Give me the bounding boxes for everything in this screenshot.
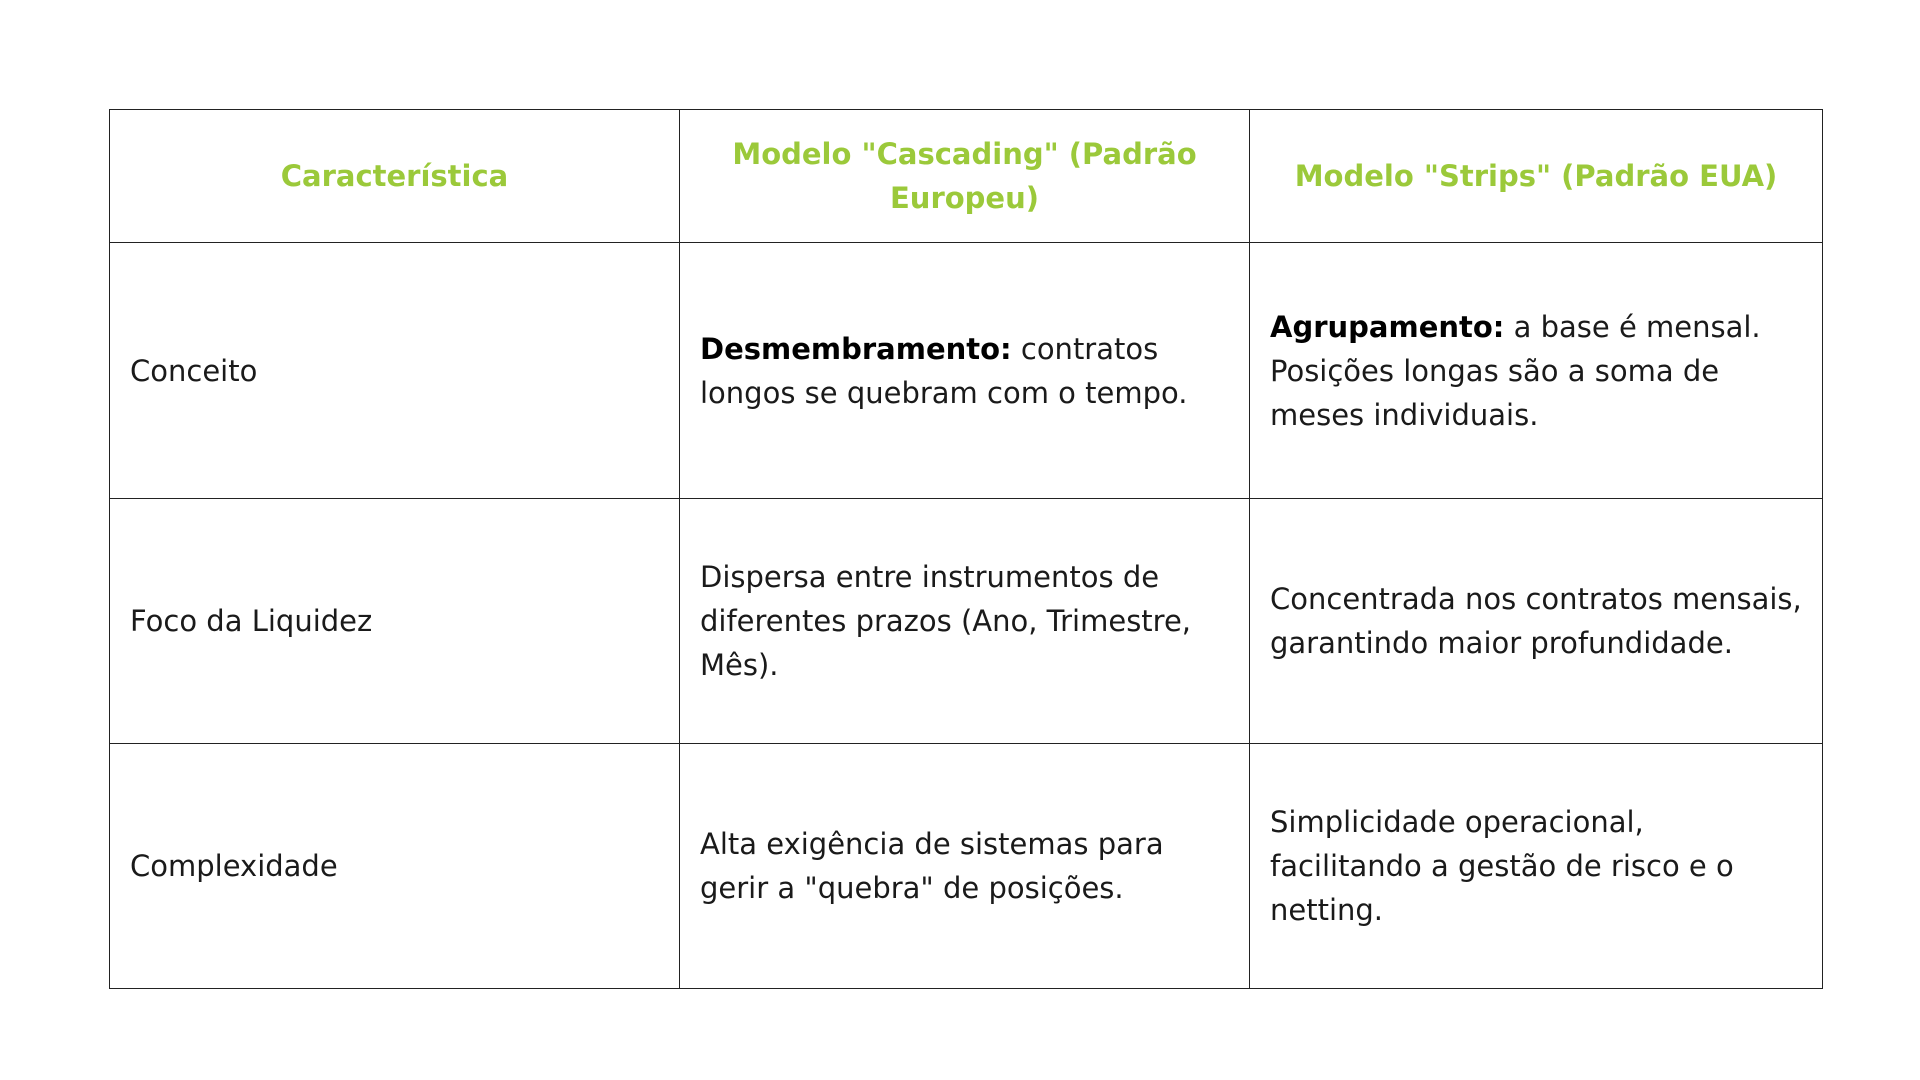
row-label-concept: Conceito bbox=[110, 243, 680, 499]
row-label-liquidity: Foco da Liquidez bbox=[110, 499, 680, 744]
table-header-row bbox=[110, 110, 1823, 243]
header-cascading-model: Modelo "Cascading" (Padrão Europeu) bbox=[680, 110, 1250, 243]
cell-concept-strips-text: a base é mensal. Posições longas são a soma de meses individuais. bbox=[1270, 309, 1761, 432]
header-characteristic: Característica bbox=[110, 110, 680, 243]
cell-concept-strips-term: Agrupamento: bbox=[1270, 309, 1505, 344]
cell-complexity-strips: Simplicidade operacional, facilitando a gestão de risco e o netting. bbox=[1250, 744, 1823, 989]
comparison-table bbox=[109, 109, 1823, 989]
cell-complexity-cascading: Alta exigência de sistemas para gerir a "quebra" de posições. bbox=[680, 744, 1250, 989]
cell-concept-cascading-text: contratos longos se quebram com o tempo. bbox=[700, 331, 1188, 410]
cell-concept-strips bbox=[1250, 243, 1823, 499]
table-row-concept bbox=[110, 243, 1823, 499]
cell-liquidity-strips: Concentrada nos contratos mensais, garantindo maior profundidade. bbox=[1250, 499, 1823, 744]
row-label-complexity: Complexidade bbox=[110, 744, 680, 989]
cell-concept-cascading bbox=[680, 243, 1250, 499]
cell-concept-cascading-term: Desmembramento: bbox=[700, 331, 1012, 366]
table-row-liquidity bbox=[110, 499, 1823, 744]
cell-liquidity-cascading: Dispersa entre instrumentos de diferentes prazos (Ano, Trimestre, Mês). bbox=[680, 499, 1250, 744]
table-row-complexity bbox=[110, 744, 1823, 989]
header-strips-model: Modelo "Strips" (Padrão EUA) bbox=[1250, 110, 1823, 243]
